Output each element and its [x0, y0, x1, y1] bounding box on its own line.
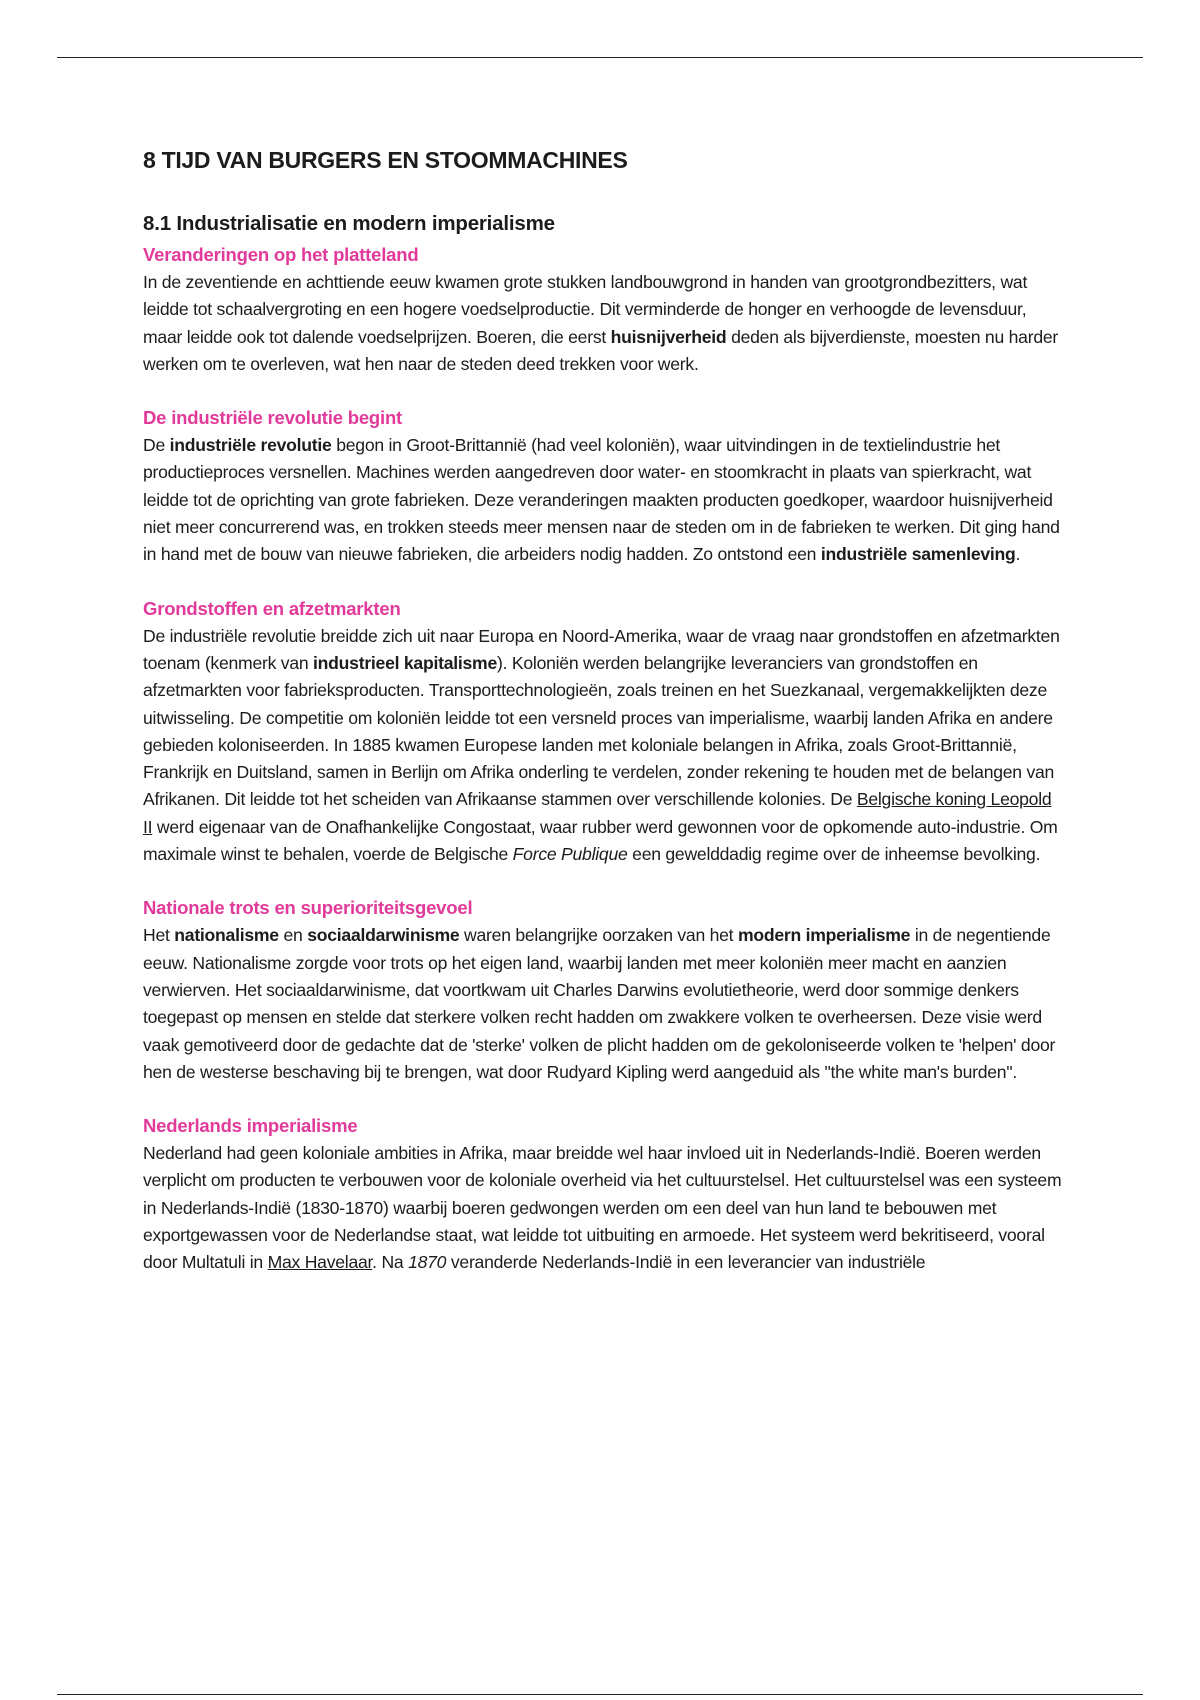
bold-term: industriële revolutie	[169, 435, 332, 456]
italic-term: 1870	[408, 1252, 447, 1273]
text-run: waren belangrijke oorzaken van het	[459, 925, 738, 946]
text-run: De industriële revolutie breidde zich uit naar Europa en Noord-Amerika, waar de vraag naar grondstoffen en afzetmarkten toenam (kenmerk van	[143, 625, 1060, 673]
header-rule	[57, 57, 1143, 58]
subsection-heading: Nationale trots en superioriteitsgevoel	[143, 897, 473, 919]
bold-term: industrieel kapitalisme	[313, 652, 497, 673]
text-run: deden als bijverdienste, moesten nu harder werken om te overleven, wat hen naar de steden deed trekken voor werk.	[143, 326, 1059, 374]
subsection-heading: Grondstoffen en afzetmarkten	[143, 597, 401, 619]
chapter-title: 8 TIJD VAN BURGERS EN STOOMMACHINES	[143, 147, 628, 173]
text-run: werd eigenaar van de Onafhankelijke Congostaat, waar rubber werd gewonnen voor de opkomende auto-industrie. Om maximale winst te behalen, voerde de Belgische	[143, 816, 1058, 865]
subsection-heading: Veranderingen op het platteland	[143, 244, 419, 265]
subsection-nationale-trots	[143, 894, 1063, 1086]
text-run: begon in Groot-Brittannië (had veel koloniën), waar uitvindingen in de textielindustrie het productieproces versnellen. Machines werden aangedreven door water- en stoomkracht in plaats van spierkracht, wat leidde tot de oprichting van grote fabrieken. Deze veranderingen maakten producten goedkoper, waardoor huisnijverheid niet meer concurrerend was, en trokken steeds meer mensen naar de steden om in de fabrieken te werken. Dit ging hand in hand met de bouw van nieuwe fabrieken, die arbeiders nodig hadden. Zo ontstond een	[143, 435, 1060, 565]
subsection-heading: De industriële revolutie begint	[143, 407, 403, 429]
bold-term: huisnijverheid	[610, 326, 727, 347]
text-run: . Na	[372, 1252, 409, 1273]
text-run: De	[143, 435, 170, 456]
text-run: in de negentiende eeuw. Nationalisme zorgde voor trots op het eigen land, waarbij landen met meer koloniën meer macht en aanzien verwierven. Het sociaaldarwinisme, dat voortkwam uit Charles Darwins evolutietheorie, werd door sommige denkers toegepast op mensen en stelde dat sterkere volken recht hadden om zwakkere volken te overheersen. Deze visie werd vaak gemotiveerd door de gedachte dat de 'sterke' volken de plicht hadden om de gekoloniseerde volken te 'helpen' door hen de westerse beschaving bij te brengen, wat door Rudyard Kipling werd aangeduid als "the white man's burden".	[143, 925, 1056, 1082]
text-run: Nederland had geen koloniale ambities in Afrika, maar breidde wel haar invloed uit in Nederlands-Indië. Boeren werden verplicht om producten te verbouwen voor de koloniale overheid via het cultuurstelsel. Het cultuurstelsel was een systeem in Nederlands-Indië (1830-1870) waarbij boeren gedwongen werden om een deel van hun land te bebouwen met exportgewassen voor de Nederlandse staat, wat leidde tot uitbuiting en armoede. Het systeem werd bekritiseerd, vooral door Multatuli in	[143, 1143, 1062, 1273]
subsection-grondstoffen	[143, 595, 1063, 869]
text-run: .	[1015, 544, 1021, 565]
subsection-industriele-revolutie	[143, 404, 1063, 568]
text-run: Het	[143, 925, 175, 946]
paragraph	[143, 922, 1063, 1086]
subsection-heading: Nederlands imperialisme	[143, 1115, 358, 1137]
subsection-platteland	[143, 241, 1063, 378]
paragraph	[143, 1140, 1063, 1276]
paragraph	[143, 623, 1063, 869]
underlined-term: Max Havelaar	[267, 1252, 373, 1273]
text-run: een gewelddadig regime over de inheemse bevolking.	[627, 844, 1041, 865]
footer-rule	[57, 1694, 1143, 1695]
text-run: In de zeventiende en achttiende eeuw kwamen grote stukken landbouwgrond in handen van grootgrondbezitters, wat leidde tot schaalvergroting en een hogere voedselproductie. Dit verminderde de honger en verhoogde de levensduur, maar leidde ook tot dalende voedselprijzen. Boeren, die eerst	[143, 272, 1028, 347]
paragraph	[143, 269, 1063, 378]
italic-term: Force Publique	[512, 844, 628, 865]
bold-term: nationalisme	[174, 925, 279, 946]
underlined-term: Belgische koning Leopold II	[143, 789, 1052, 837]
text-run: veranderde Nederlands-Indië in een leverancier van industriële	[446, 1252, 926, 1273]
subsection-nederlands-imperialisme	[143, 1112, 1063, 1276]
text-run: en	[278, 925, 308, 946]
bold-term: industriële samenleving	[820, 544, 1016, 565]
section-title: 8.1 Industrialisatie en modern imperialisme	[143, 212, 555, 235]
text-run: ). Koloniën werden belangrijke leveranciers van grondstoffen en afzetmarkten voor fabrieksproducten. Transporttechnologieën, zoals treinen en het Suezkanaal, vergemakkelijkten deze uitwisseling. De competitie om koloniën leidde tot een versneld proces van imperialisme, waarbij landen Afrika en andere gebieden koloniseerden. In 1885 kwamen Europese landen met koloniale belangen in Afrika, zoals Groot-Brittannië, Frankrijk en Duitsland, samen in Berlijn om Afrika onderling te verdelen, zonder rekening te houden met de belangen van Afrikanen. Dit leidde tot het scheiden van Afrikaanse stammen over verschillende kolonies. De	[143, 652, 1055, 810]
bold-term: sociaaldarwinisme	[307, 925, 460, 946]
paragraph	[143, 432, 1063, 568]
bold-term: modern imperialisme	[737, 925, 911, 946]
document-body	[143, 143, 1063, 1277]
